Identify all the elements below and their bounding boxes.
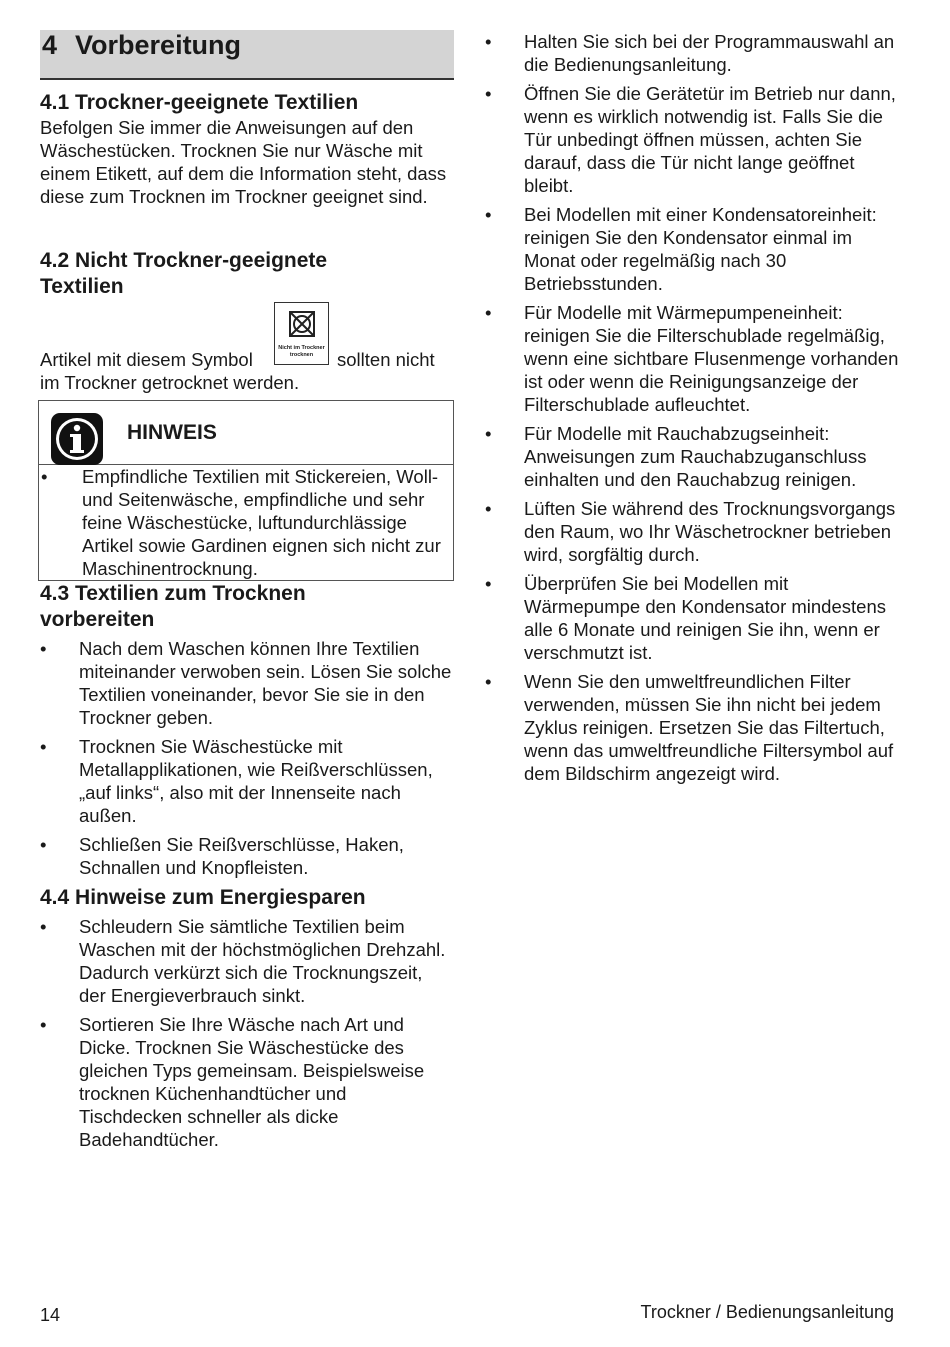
list-item: • Bei Modellen mit einer Kondensatoreinheit: reinigen Sie den Kondensator einmal im Monat oder regelmäßig nach 30 Betriebsstunden.: [485, 203, 905, 295]
list-item: • Öffnen Sie die Gerätetür im Betrieb nur dann, wenn es wirklich notwendig ist. Falls Sie die Tür unbedingt öffnen müssen, achten Sie darauf, dass die Tür nicht lange geöffnet bleibt.: [485, 82, 905, 197]
chapter-title: Vorbereitung: [75, 30, 242, 60]
list-item: • Lüften Sie während des Trocknungsvorgangs den Raum, wo Ihr Wäschetrockner betrieben wird, sorgfältig durch.: [485, 497, 905, 566]
list-item: • Halten Sie sich bei der Programmauswahl an die Bedienungsanleitung.: [485, 30, 905, 76]
right-column: [485, 30, 905, 791]
section-4-4-list: [40, 915, 454, 1151]
list-item: • Sortieren Sie Ihre Wäsche nach Art und Dicke. Trocknen Sie Wäschestücke des gleichen Typs gemeinsam. Beispielsweise trocknen Küchenhandtücher und Tischdecken schneller als dicke Badehandtücher.: [40, 1013, 454, 1151]
section-4-3-heading-line1: 4.3 Textilien zum Trocknen: [40, 582, 306, 605]
section-4-4-heading: 4.4 Hinweise zum Energiesparen: [40, 886, 366, 909]
note-title: HINWEIS: [127, 421, 217, 444]
symbol-text-after: sollten nicht: [337, 349, 435, 370]
symbol-text-before: Artikel mit diesem Symbol: [40, 349, 253, 370]
do-not-tumble-dry-icon: [288, 309, 316, 339]
section-4-2-heading-line1: 4.2 Nicht Trockner-geeignete: [40, 249, 328, 272]
symbol-sentence: [40, 302, 454, 372]
info-icon: [51, 413, 103, 465]
section-4-3-list: [40, 637, 454, 879]
section-4-1-heading: 4.1 Trockner-geeignete Textilien: [40, 91, 359, 114]
list-item: • Trocknen Sie Wäschestücke mit Metallapplikationen, wie Reißverschlüssen, „auf links“, also mit der Innenseite nach außen.: [40, 735, 454, 827]
list-item: • Wenn Sie den umweltfreundlichen Filter verwenden, müssen Sie ihn nicht bei jedem Zyklus reinigen. Ersetzen Sie das Filtertuch, wenn das umweltfreundliche Filtersymbol auf dem Bildschirm angezeigt wird.: [485, 670, 905, 785]
document-title: Trockner / Bedienungsanleitung: [640, 1302, 894, 1322]
section-4-3-heading: [40, 581, 454, 633]
section-4-1-body: Befolgen Sie immer die Anweisungen auf den Wäschestücken. Trocknen Sie nur Wäsche mit einem Etikett, auf dem die Information steht, dass diese zum Trocknen im Trockner geeignet sind.: [40, 117, 447, 207]
page-number: 14: [40, 1305, 61, 1325]
do-not-tumble-dry-symbol: [274, 302, 329, 365]
list-item: • Empfindliche Textilien mit Stickereien, Woll- und Seitenwäsche, empfindliche und sehr feine Wäschestücke, luftundurchlässige Artikel sowie Gardinen eignen sich nicht zur Maschinentrocknung.: [41, 465, 453, 580]
maintenance-list: [485, 30, 905, 785]
chapter-number: 4: [42, 30, 58, 60]
section-4-2-heading-line2: Textilien: [40, 275, 124, 298]
list-item: • Schließen Sie Reißverschlüsse, Haken, Schnallen und Knopfleisten.: [40, 833, 454, 879]
list-item: • Nach dem Waschen können Ihre Textilien miteinander verwoben sein. Lösen Sie solche Textilien voneinander, bevor Sie sie in den Trockner geben.: [40, 637, 454, 729]
symbol-caption-line1: Nicht im Trockner: [278, 345, 325, 351]
symbol-caption-line2: trocknen: [289, 351, 314, 358]
list-item: • Für Modelle mit Rauchabzugseinheit: Anweisungen zum Rauchabzuganschluss einhalten und den Rauchabzug reinigen.: [485, 422, 905, 491]
left-column: [40, 30, 454, 1157]
chapter-heading: [40, 30, 454, 80]
section-4-3-heading-line2: vorbereiten: [40, 608, 155, 631]
symbol-text-line2: im Trockner getrocknet werden.: [40, 372, 300, 393]
list-item: • Überprüfen Sie bei Modellen mit Wärmepumpe den Kondensator mindestens alle 6 Monate und reinigen Sie ihn, wenn er verschmutzt ist.: [485, 572, 905, 664]
note-header: [39, 401, 453, 465]
note-box: [38, 400, 454, 581]
list-item: • Für Modelle mit Wärmepumpeneinheit: reinigen Sie die Filterschublade regelmäßig, wenn eine sichtbare Flusenmenge vorhanden ist oder wenn die Reinigungsanzeige der Filterschublade aufleuchtet.: [485, 301, 905, 416]
section-4-2-heading: [40, 248, 454, 300]
list-item: • Schleudern Sie sämtliche Textilien beim Waschen mit der höchstmöglichen Drehzahl. Dadurch verkürzt sich die Trocknungszeit, der Energieverbrauch sinkt.: [40, 915, 454, 1007]
note-list: [39, 465, 453, 580]
symbol-caption: [275, 345, 328, 358]
